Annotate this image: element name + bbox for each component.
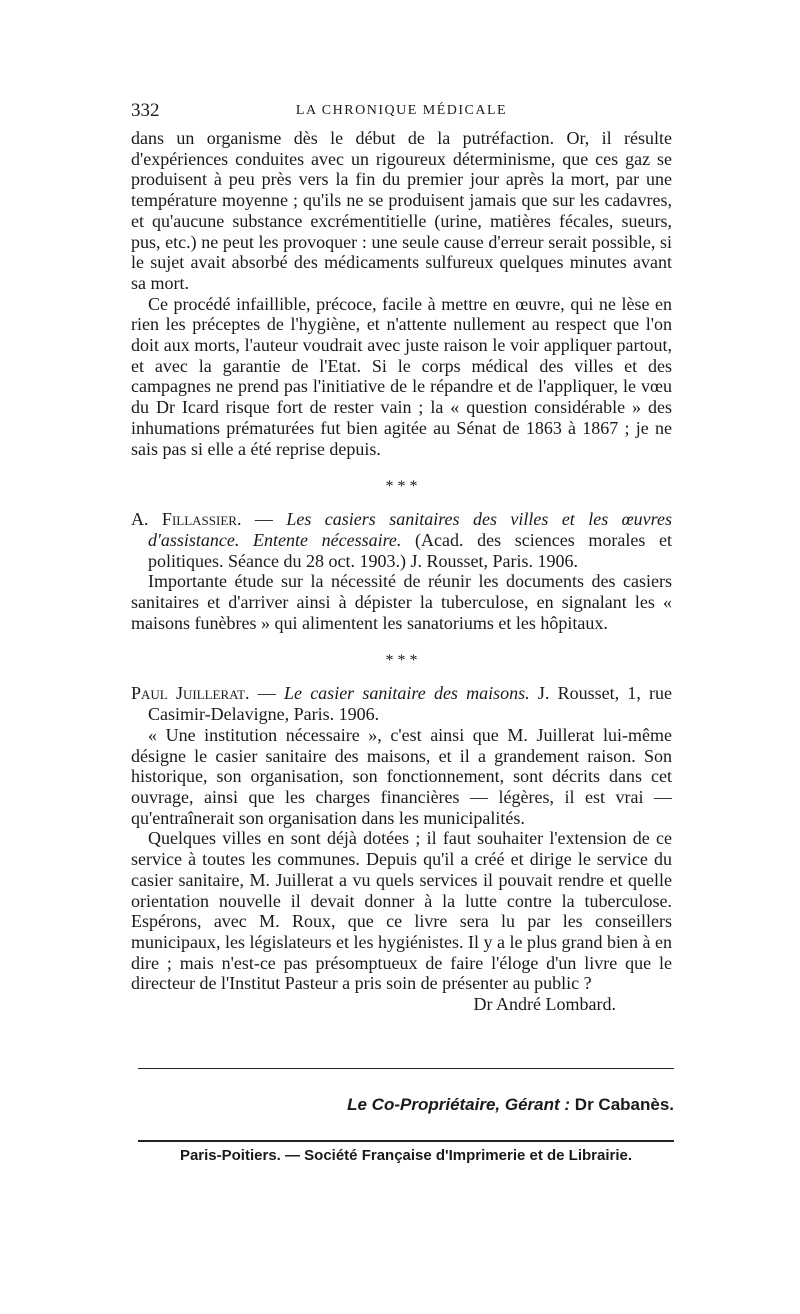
- review-dash: —: [241, 509, 287, 530]
- page-header: [131, 100, 672, 124]
- gerant-name: Dr Cabanès.: [574, 1095, 674, 1114]
- review-source: J. Rousset, 1, rue Casimir-Delavigne, Paris. 1906.: [148, 683, 673, 725]
- gerant-label: Le Co-Propriétaire, Gérant :: [347, 1095, 571, 1114]
- review-paragraph: Quelques villes en sont déjà dotées ; il faut souhaiter l'extension de ce service à toutes les communes. Depuis qu'il a créé et dirige le service du casier sanitaire, M. Juillerat a vu quels services il pouvait rendre et quelle orientation nouvelle il devait donner à la lutte contre la tuberculose. Espérons, avec M. Roux, que ce livre sera lu par les conseillers municipaux, les législateurs et les hygiénistes. Il y a le plus grand bien à en dire ; mais n'est-ce pas présomptueux de faire l'éloge d'un livre que le directeur de l'Institut Pasteur a pris soin de présenter au public ?: [131, 828, 672, 994]
- body-paragraph: Ce procédé infaillible, précoce, facile à mettre en œuvre, qui ne lèse en rien les préceptes de l'hygiène, et n'attente nullement au respect que l'on doit aux morts, l'auteur voudrait avec juste raison le voir appliquer partout, et avec la garantie de l'Etat. Si le corps médical des villes et des campagnes ne prend pas l'initiative de le répandre et de l'appliquer, le vœu du Dr Icard risque fort de rester vain ; la « question considérable » des inhumations prématurées fut bien agitée au Sénat de 1863 à 1867 ; je ne sais pas si elle a été reprise depuis.: [131, 293, 672, 459]
- review-reference: [131, 683, 672, 724]
- review-title: Les casiers sanitaires des villes et les œuvres d'assistance. Entente nécessaire.: [148, 509, 672, 550]
- review-author: A. Fillassier.: [131, 509, 242, 530]
- running-title: LA CHRONIQUE MÉDICALE: [295, 103, 508, 118]
- main-text: [131, 128, 672, 1015]
- review-reference: [131, 509, 672, 571]
- divider-rule: [138, 1068, 674, 1069]
- divider-rule: [138, 1140, 674, 1142]
- section-separator: * * *: [385, 652, 418, 670]
- review-signature: Dr André Lombard.: [473, 994, 616, 1015]
- review-title: Le casier sanitaire des maisons.: [283, 683, 530, 704]
- review-paragraph: « Une institution nécessaire », c'est ainsi que M. Juillerat lui-même désigne le casier sanitaire des maisons, et il a grandement raison. Son historique, son organisation, son fonctionnement, sont décrits dans cet ouvrage, ainsi que les charges financières — légères, il est vrai — qu'entraînerait son organisation dans les municipalités.: [131, 724, 672, 828]
- review-author: Paul Juillerat.: [131, 683, 250, 704]
- continuation-paragraph: dans un organisme dès le début de la putréfaction. Or, il résulte d'expériences conduites avec un rigoureux déterminisme, que ces gaz se produisent à peu près vers la fin du premier jour après la mort, par une température moyenne ; qu'ils ne se produisent jamais que sur les cadavres, et qu'aucune substance excrémentitielle (urine, matières fécales, sueurs, pus, etc.) ne peut les provoquer : une seule cause d'erreur serait possible, si le sujet avait absorbé des médicaments sulfureux quelques minutes avant sa mort.: [131, 128, 672, 293]
- section-separator: * * *: [385, 478, 418, 496]
- review-dash: —: [249, 683, 284, 704]
- gerant-line: [347, 1095, 674, 1115]
- printer-imprint: Paris-Poitiers. — Société Française d'Imprimerie et de Librairie.: [179, 1147, 633, 1164]
- review-source: (Acad. des sciences morales et politiques. Séance du 28 oct. 1903.) J. Rousset, Paris. 1906.: [148, 529, 673, 571]
- review-description: Importante étude sur la nécessité de réunir les documents des casiers sanitaires et d'arriver ainsi à dépister la tuberculose, en signalant les « maisons funèbres » qui alimentent les sanatoriums et les hôpitaux.: [131, 571, 672, 633]
- page-number: 332: [131, 100, 160, 121]
